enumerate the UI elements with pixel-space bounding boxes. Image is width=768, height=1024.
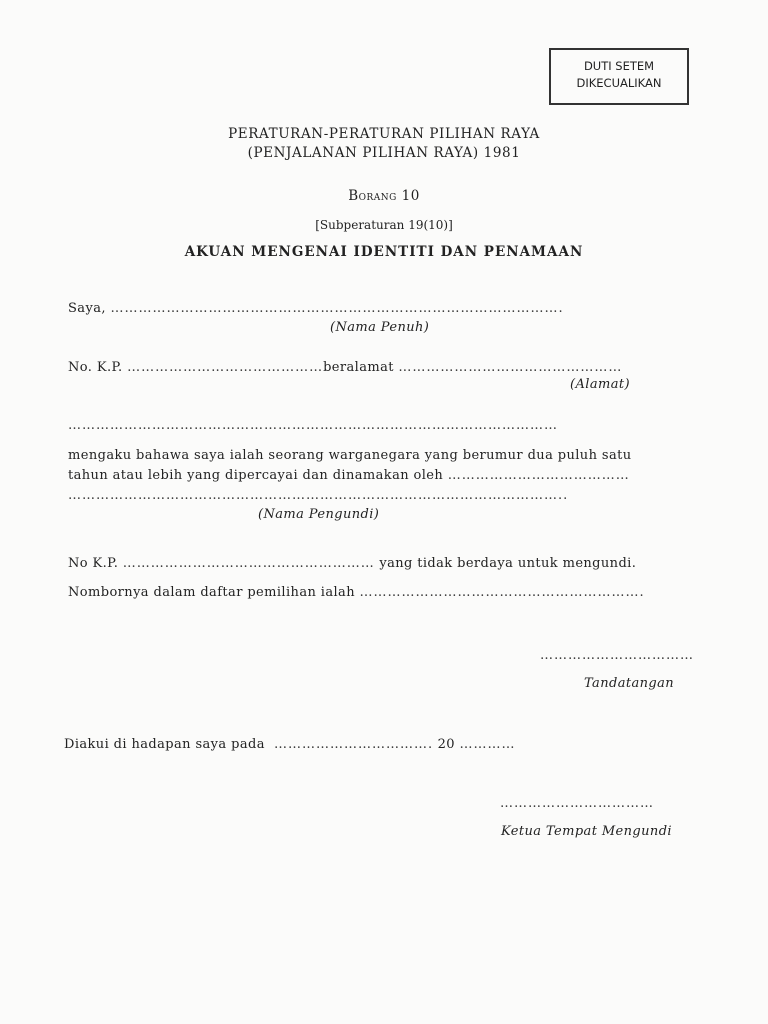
saya-line: [68, 301, 564, 316]
beralamat-field[interactable]: …………………………………………: [398, 360, 623, 375]
declaration-title: AKUAN MENGENAI IDENTITI DAN PENAMAAN: [184, 244, 584, 260]
beralamat-label: beralamat: [323, 360, 394, 375]
kp-field[interactable]: ……………………………………: [127, 360, 324, 375]
tidak-berdaya-text: yang tidak berdaya untuk mengundi.: [379, 556, 637, 571]
tandatangan-dots[interactable]: ……………………………: [540, 648, 694, 663]
nombor-field[interactable]: …………………………………………………….: [359, 585, 645, 600]
year-field[interactable]: …………: [459, 737, 516, 752]
tandatangan-field[interactable]: [540, 648, 694, 663]
diakui-line: [64, 737, 516, 752]
saya-field[interactable]: …………………………………………………………………………………….: [110, 301, 564, 316]
regulation-title: [0, 125, 768, 163]
ketua-dots[interactable]: ……………………………: [500, 796, 654, 811]
stamp-line2: DIKECUALIKAN: [576, 76, 662, 90]
saya-label: Saya,: [68, 301, 106, 316]
mengaku-text2: tahun atau lebih yang dipercayai dan dinamakan oleh: [68, 468, 444, 483]
diakui-date-field[interactable]: …………………………….: [273, 737, 434, 752]
nombor-line: [68, 585, 645, 600]
form-number: Borang 10: [348, 188, 420, 204]
mengaku-line2: [68, 468, 630, 483]
stamp-line1: DUTI SETEM: [583, 59, 655, 73]
diakui-label: Diakui di hadapan saya pada: [64, 737, 265, 752]
tandatangan-caption: Tandatangan: [584, 676, 675, 691]
alamat-line: [68, 418, 558, 433]
alamat-field[interactable]: ……………………………………………………………………………………………: [68, 418, 558, 433]
subregulation: [Subperaturan 19(10)]: [315, 218, 453, 232]
kp-label: No. K.P.: [68, 360, 123, 375]
nama-penuh-caption: (Nama Penuh): [330, 320, 430, 335]
alamat-caption: (Alamat): [570, 377, 630, 392]
nama-pengundi-caption: (Nama Pengundi): [258, 507, 380, 522]
mengaku-field[interactable]: …………………………………: [447, 468, 630, 483]
stamp-duty-box: [549, 48, 689, 105]
ketua-field[interactable]: [500, 796, 654, 811]
kp2-line: [68, 556, 636, 571]
year-prefix: 20: [437, 737, 455, 752]
mengaku-line1: mengaku bahawa saya ialah seorang warganegara yang berumur dua puluh satu: [68, 448, 632, 463]
nombor-label: Nombornya dalam daftar pemilihan ialah: [68, 585, 355, 600]
regulation-title-line2: (PENJALANAN PILIHAN RAYA) 1981: [247, 145, 521, 161]
kp2-field[interactable]: ………………………………………………: [122, 556, 375, 571]
kp-line: [68, 360, 622, 375]
regulation-title-line1: PERATURAN-PERATURAN PILIHAN RAYA: [228, 126, 540, 142]
pengundi-line: [68, 488, 568, 503]
kp2-label: No K.P.: [68, 556, 119, 571]
pengundi-field[interactable]: ……………………………………………………………………………………………..: [68, 488, 569, 503]
ketua-caption: Ketua Tempat Mengundi: [501, 824, 672, 839]
